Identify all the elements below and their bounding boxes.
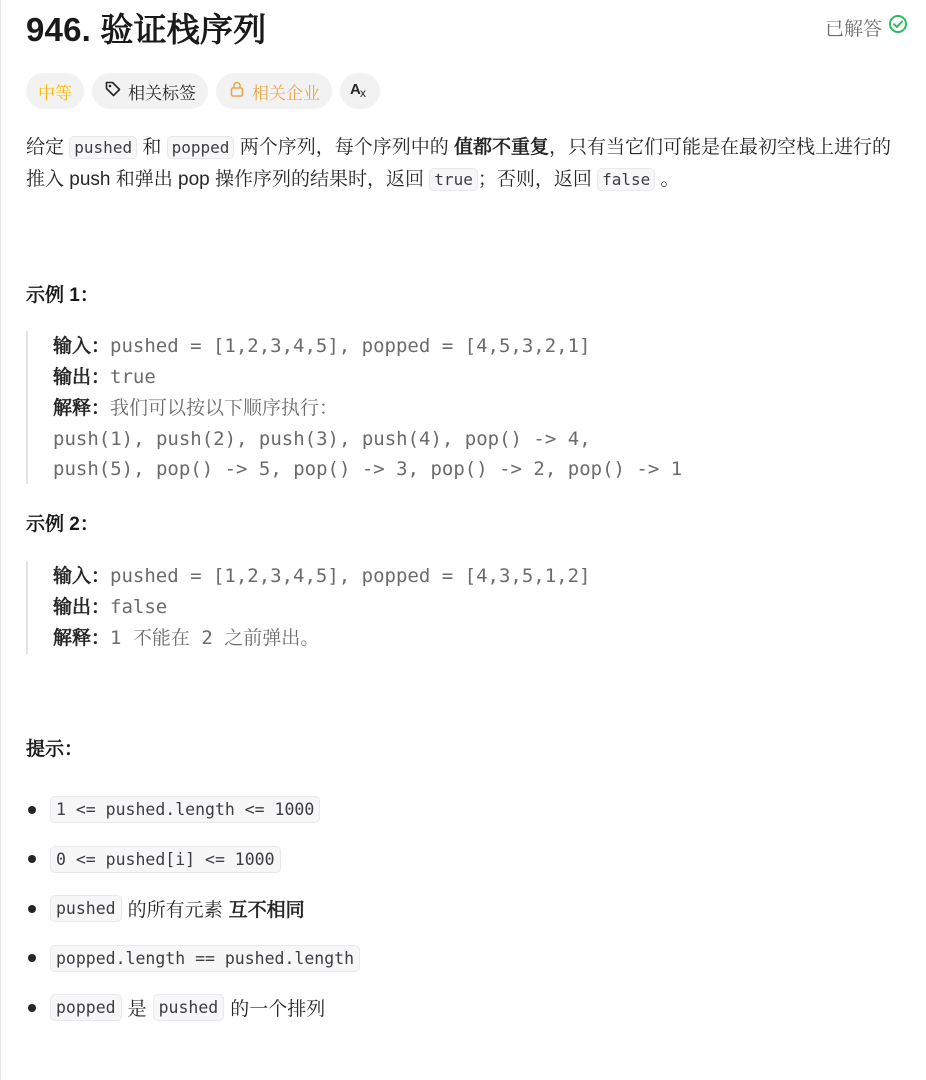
hint-item xyxy=(26,934,360,984)
hint-item xyxy=(26,785,360,835)
hints-heading: 提示： xyxy=(26,739,84,760)
related-companies-label: 相关企业 xyxy=(252,83,320,103)
solved-label: 已解答 xyxy=(824,18,882,40)
code-pushed: pushed xyxy=(69,136,137,159)
hint-code: 0 <= pushed[i] <= 1000 xyxy=(50,846,281,873)
output-value: false xyxy=(110,596,168,618)
code-true: true xyxy=(429,168,478,191)
hint-code: popped.length == pushed.length xyxy=(50,945,360,972)
lock-icon xyxy=(228,80,246,103)
hint-text: 是 xyxy=(127,999,147,1021)
example-2-block xyxy=(26,561,590,654)
output-label: 输出： xyxy=(53,597,111,618)
hint-item xyxy=(26,884,360,934)
desc-text: ，只有当它们可能是在最初空栈上进行的推入 push 和弹出 pop 操作序列的结果时，返回 xyxy=(26,137,892,190)
hint-text: 的一个排列 xyxy=(230,999,326,1021)
input-value: pushed = [1,2,3,4,5], popped = [4,5,3,2,1] xyxy=(110,335,591,357)
desc-text: ；否则，返回 xyxy=(477,169,598,190)
example-2-output-line xyxy=(53,592,590,623)
input-label: 输入： xyxy=(53,336,111,357)
hint-text: 的所有元素 xyxy=(127,900,223,922)
hint-code: popped xyxy=(50,994,122,1021)
solved-status xyxy=(825,14,908,41)
desc-text: 。 xyxy=(655,169,680,190)
hint-item xyxy=(26,983,360,1033)
example-1-block xyxy=(26,331,682,484)
desc-bold: 值都不重复 xyxy=(454,137,550,158)
explain-text: 我们可以按以下顺序执行： xyxy=(110,398,339,419)
example-1-input-line xyxy=(53,331,682,362)
hint-bold: 互不相同 xyxy=(228,900,305,922)
hint-item xyxy=(26,835,360,885)
tag-icon xyxy=(104,80,122,103)
svg-text:A: A xyxy=(350,80,361,98)
explain-label: 解释： xyxy=(53,398,111,419)
related-topics-button[interactable] xyxy=(92,73,208,109)
problem-header xyxy=(26,4,908,50)
desc-text: 给定 xyxy=(26,137,70,158)
example-2-heading: 示例 2： xyxy=(26,514,99,535)
related-topics-label: 相关标签 xyxy=(128,83,196,103)
explain-text: 1 不能在 2 之前弹出。 xyxy=(110,627,320,649)
input-value: pushed = [1,2,3,4,5], popped = [4,3,5,1,2] xyxy=(110,565,591,587)
check-circle-icon xyxy=(888,14,908,40)
code-popped: popped xyxy=(167,136,235,159)
hint-code: pushed xyxy=(153,994,225,1021)
output-value: true xyxy=(110,366,156,388)
hint-code: pushed xyxy=(50,895,122,922)
output-label: 输出： xyxy=(53,367,111,388)
translate-icon xyxy=(349,79,371,104)
example-1-explain-line xyxy=(53,393,682,424)
problem-description xyxy=(26,132,906,196)
example-2-explain-line xyxy=(53,623,590,654)
example-2-input-line xyxy=(53,561,590,592)
input-label: 输入： xyxy=(53,566,111,587)
example-1-output-line xyxy=(53,362,682,393)
example-1-steps-line-1: push(1), push(2), push(3), push(4), pop() -> 4, xyxy=(53,428,591,450)
desc-text: 和 xyxy=(137,137,167,158)
desc-text: 两个序列，每个序列中的 xyxy=(234,137,454,158)
svg-text:x: x xyxy=(360,85,366,99)
problem-title: 946. 验证栈序列 xyxy=(26,10,267,48)
tag-bar xyxy=(26,73,380,109)
example-1-steps-line-2: push(5), pop() -> 5, pop() -> 3, pop() -> 2, pop() -> 1 xyxy=(53,458,683,480)
difficulty-badge[interactable]: 中等 xyxy=(26,73,84,109)
explain-label: 解释： xyxy=(53,628,111,649)
hint-code: 1 <= pushed.length <= 1000 xyxy=(50,796,320,823)
translate-button[interactable] xyxy=(340,73,380,109)
example-1-heading: 示例 1： xyxy=(26,285,99,306)
code-false: false xyxy=(597,168,655,191)
hints-list xyxy=(26,785,360,1033)
related-companies-button[interactable] xyxy=(216,73,332,109)
